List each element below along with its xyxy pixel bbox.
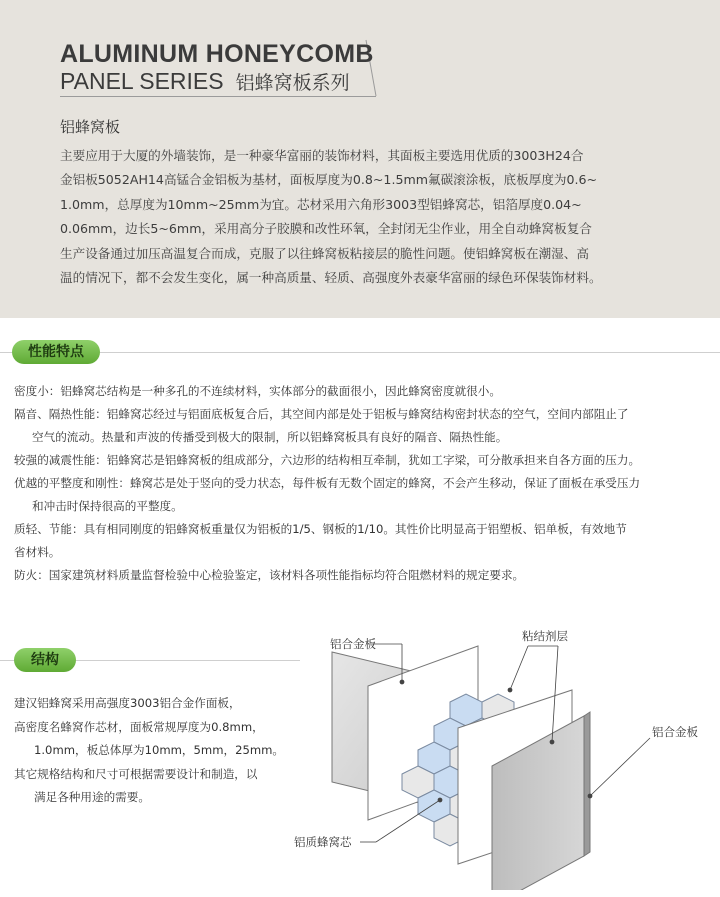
structure-line: 高密度名蜂窝作芯材，面板常规厚度为0.8mm，: [14, 719, 264, 734]
structure-text: [14, 692, 314, 810]
label-core: 铝质蜂窝芯: [294, 835, 352, 849]
title-line2-en: PANEL SERIES: [60, 68, 224, 94]
feature-line: 防火：国家建筑材料质量监督检验中心检验鉴定，该材料各项性能指标均符合阻燃材料的规定要求。: [14, 568, 525, 582]
header-divider: [60, 96, 376, 97]
intro-line: 温的情况下，都不会发生变化，属一种高质量、轻质、高强度外表豪华富丽的绿色环保装饰材料。: [60, 270, 602, 286]
label-right-aluminum: 铝合金板: [652, 725, 698, 739]
title-line2: [60, 68, 350, 95]
feature-line: 质轻、节能：具有相同刚度的铝蜂窝板重量仅为铝板的1/5、钢板的1/10。其性价比明显高于铝塑板、铝单板，有效地节: [14, 522, 627, 536]
features-divider: [0, 352, 720, 353]
intro-line: 0.06mm，边长5~6mm，采用高分子胶膜和改性环氧，全封闭无尘作业，用全自动蜂窝板复合: [60, 221, 592, 237]
feature-line: 和冲击时保持很高的平整度。: [32, 499, 183, 513]
structure-line: 建汉铝蜂窝采用高强度3003铝合金作面板，: [14, 696, 241, 710]
structure-line: 其它规格结构和尺寸可根据需要设计和制造，以: [14, 766, 258, 781]
label-adhesive: 粘结剂层: [522, 629, 568, 643]
features-heading: 性能特点: [12, 340, 100, 364]
feature-line: 优越的平整度和刚性：蜂窝芯是处于竖向的受力状态，每件板有无数个固定的蜂窝，不会产生移动，保证了面板在承受压力: [14, 476, 641, 490]
structure-line: 满足各种用途的需要。: [34, 790, 150, 804]
honeycomb-panel-diagram: [290, 620, 720, 890]
feature-line: 较强的减震性能：铝蜂窝芯是铝蜂窝板的组成部分，六边形的结构相互牵制，犹如工字梁，可分散承担来自各方面的压力。: [14, 453, 641, 467]
feature-line: 空气的流动。热量和声波的传播受到极大的限制，所以铝蜂窝板具有良好的隔音、隔热性能。: [32, 430, 508, 444]
feature-line: 省材料。: [14, 545, 61, 559]
title-cn: 铝蜂窝板系列: [235, 73, 350, 94]
intro-line: 主要应用于大厦的外墙装饰，是一种豪华富丽的装饰材料，其面板主要选用优质的3003H24合: [60, 148, 584, 163]
label-top-aluminum: 铝合金板: [330, 637, 376, 651]
feature-line: 隔音、隔热性能：铝蜂窝芯经过与铝面底板复合后，其空间内部是处于铝板与蜂窝结构密封状态的空气，空间内部阻止了: [14, 407, 629, 421]
features-list: [14, 380, 714, 587]
intro-line: 生产设备通过加压高温复合而成，克服了以往蜂窝板粘接层的脆性问题。使铝蜂窝板在潮湿、高: [60, 245, 589, 261]
subtitle: 铝蜂窝板: [60, 118, 121, 136]
intro-line: 金铝板5052AH14高锰合金铝板为基材，面板厚度为0.8~1.5mm氟碳滚涂板，底板厚度为0.6~: [60, 172, 598, 188]
header-panel: [0, 0, 720, 318]
structure-line: 1.0mm，板总体厚为10mm，5mm，25mm。: [34, 743, 285, 757]
feature-line: 密度小：铝蜂窝芯结构是一种多孔的不连续材料，实体部分的截面很小，因此蜂窝密度就很小。: [14, 384, 501, 398]
title-line1: ALUMINUM HONEYCOMB: [60, 40, 374, 68]
intro-line: 1.0mm，总厚度为10mm~25mm为宜。芯材采用六角形3003型铝蜂窝芯，铝箔厚度0.04~: [60, 196, 582, 212]
intro-paragraph: [60, 144, 670, 290]
structure-heading: 结构: [14, 648, 76, 672]
